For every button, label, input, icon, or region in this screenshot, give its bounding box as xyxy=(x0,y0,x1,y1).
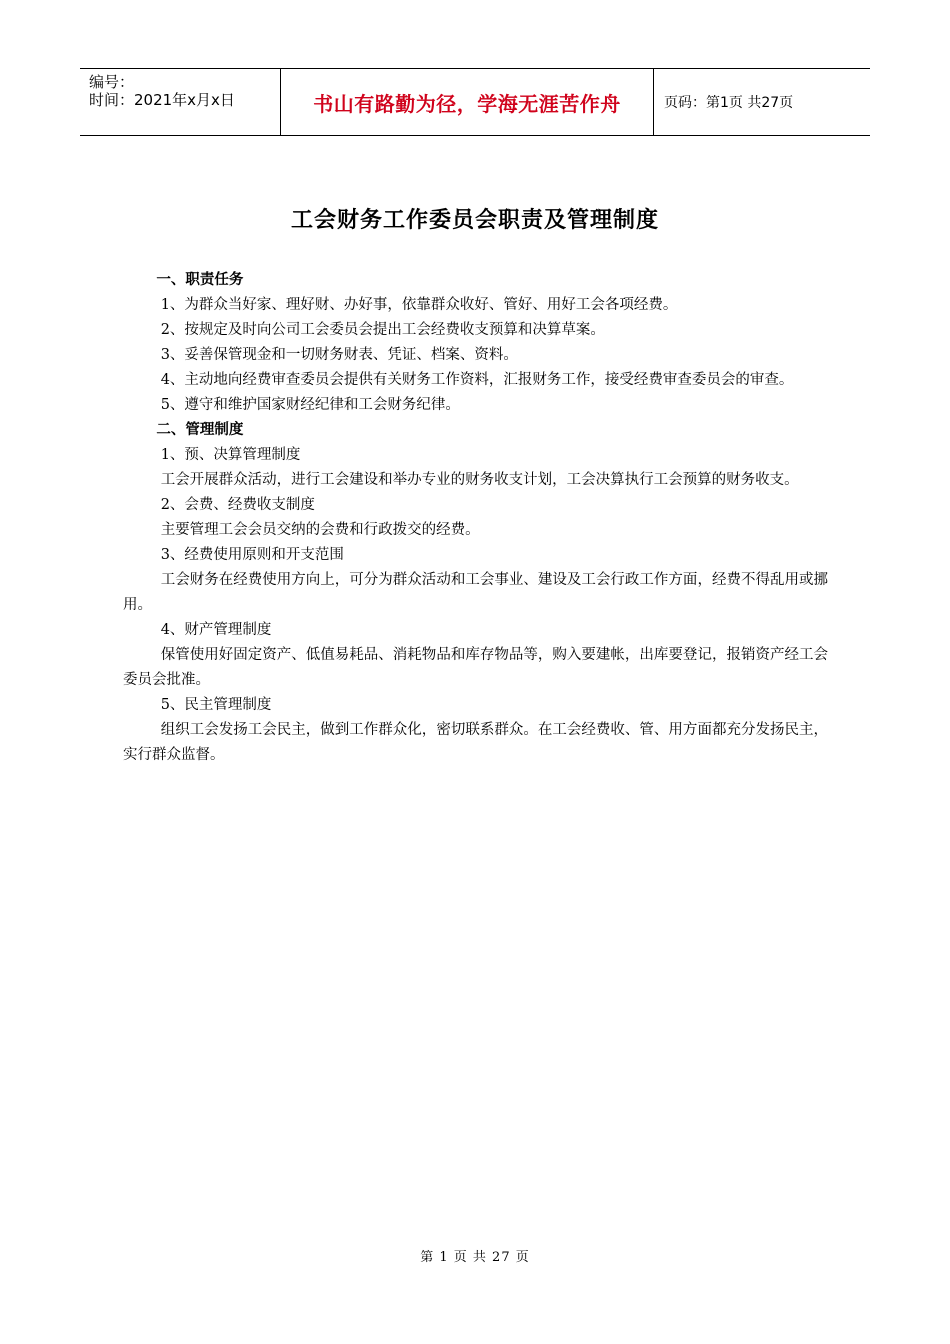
document-body xyxy=(123,268,828,768)
paragraph: 1、为群众当好家、理好财、办好事，依靠群众收好、管好、用好工会各项经费。 xyxy=(160,297,678,313)
paragraph: 4、主动地向经费审查委员会提供有关财务工作资料，汇报财务工作，接受经费审查委员会的审查。 xyxy=(160,372,794,388)
page-info: 页码：第1页 共27页 xyxy=(664,95,794,111)
slogan: 书山有路勤为径，学海无涯苦作舟 xyxy=(281,69,654,135)
header-table xyxy=(80,68,870,136)
number-label: 编号： xyxy=(89,73,135,91)
document-title: 工会财务工作委员会职责及管理制度 xyxy=(290,208,659,233)
paragraph: 5、遵守和维护国家财经纪律和工会财务纪律。 xyxy=(160,397,460,413)
paragraph: 3、经费使用原则和开支范围 xyxy=(160,547,344,563)
paragraph: 5、民主管理制度 xyxy=(160,697,272,713)
paragraph: 组织工会发扬工会民主，做到工作群众化，密切联系群众。在工会经费收、管、用方面都充分发扬民主，实行群众监督。 xyxy=(123,722,828,763)
header-meta-cell xyxy=(80,69,281,135)
date-label: 时间：2021年x月x日 xyxy=(89,91,235,109)
paragraph: 主要管理工会会员交纳的会费和行政拨交的经费。 xyxy=(160,522,480,538)
section-heading: 一、职责任务 xyxy=(156,272,244,288)
paragraph: 工会财务在经费使用方向上，可分为群众活动和工会事业、建设及工会行政工作方面，经费不得乱用或挪用。 xyxy=(123,572,828,613)
paragraph: 1、预、决算管理制度 xyxy=(160,447,301,463)
paragraph: 4、财产管理制度 xyxy=(160,622,272,638)
paragraph: 工会开展群众活动，进行工会建设和举办专业的财务收支计划，工会决算执行工会预算的财务收支。 xyxy=(160,472,799,488)
section-heading: 二、管理制度 xyxy=(156,422,244,438)
paragraph: 3、妥善保管现金和一切财务财表、凭证、档案、资料。 xyxy=(160,347,518,363)
paragraph: 2、会费、经费收支制度 xyxy=(160,497,315,513)
page-footer: 第 1 页 共 27 页 xyxy=(420,1250,530,1265)
paragraph: 保管使用好固定资产、低值易耗品、消耗物品和库存物品等，购入要建帐，出库要登记，报销资产经工会委员会批准。 xyxy=(123,647,828,688)
paragraph: 2、按规定及时向公司工会委员会提出工会经费收支预算和决算草案。 xyxy=(160,322,605,338)
